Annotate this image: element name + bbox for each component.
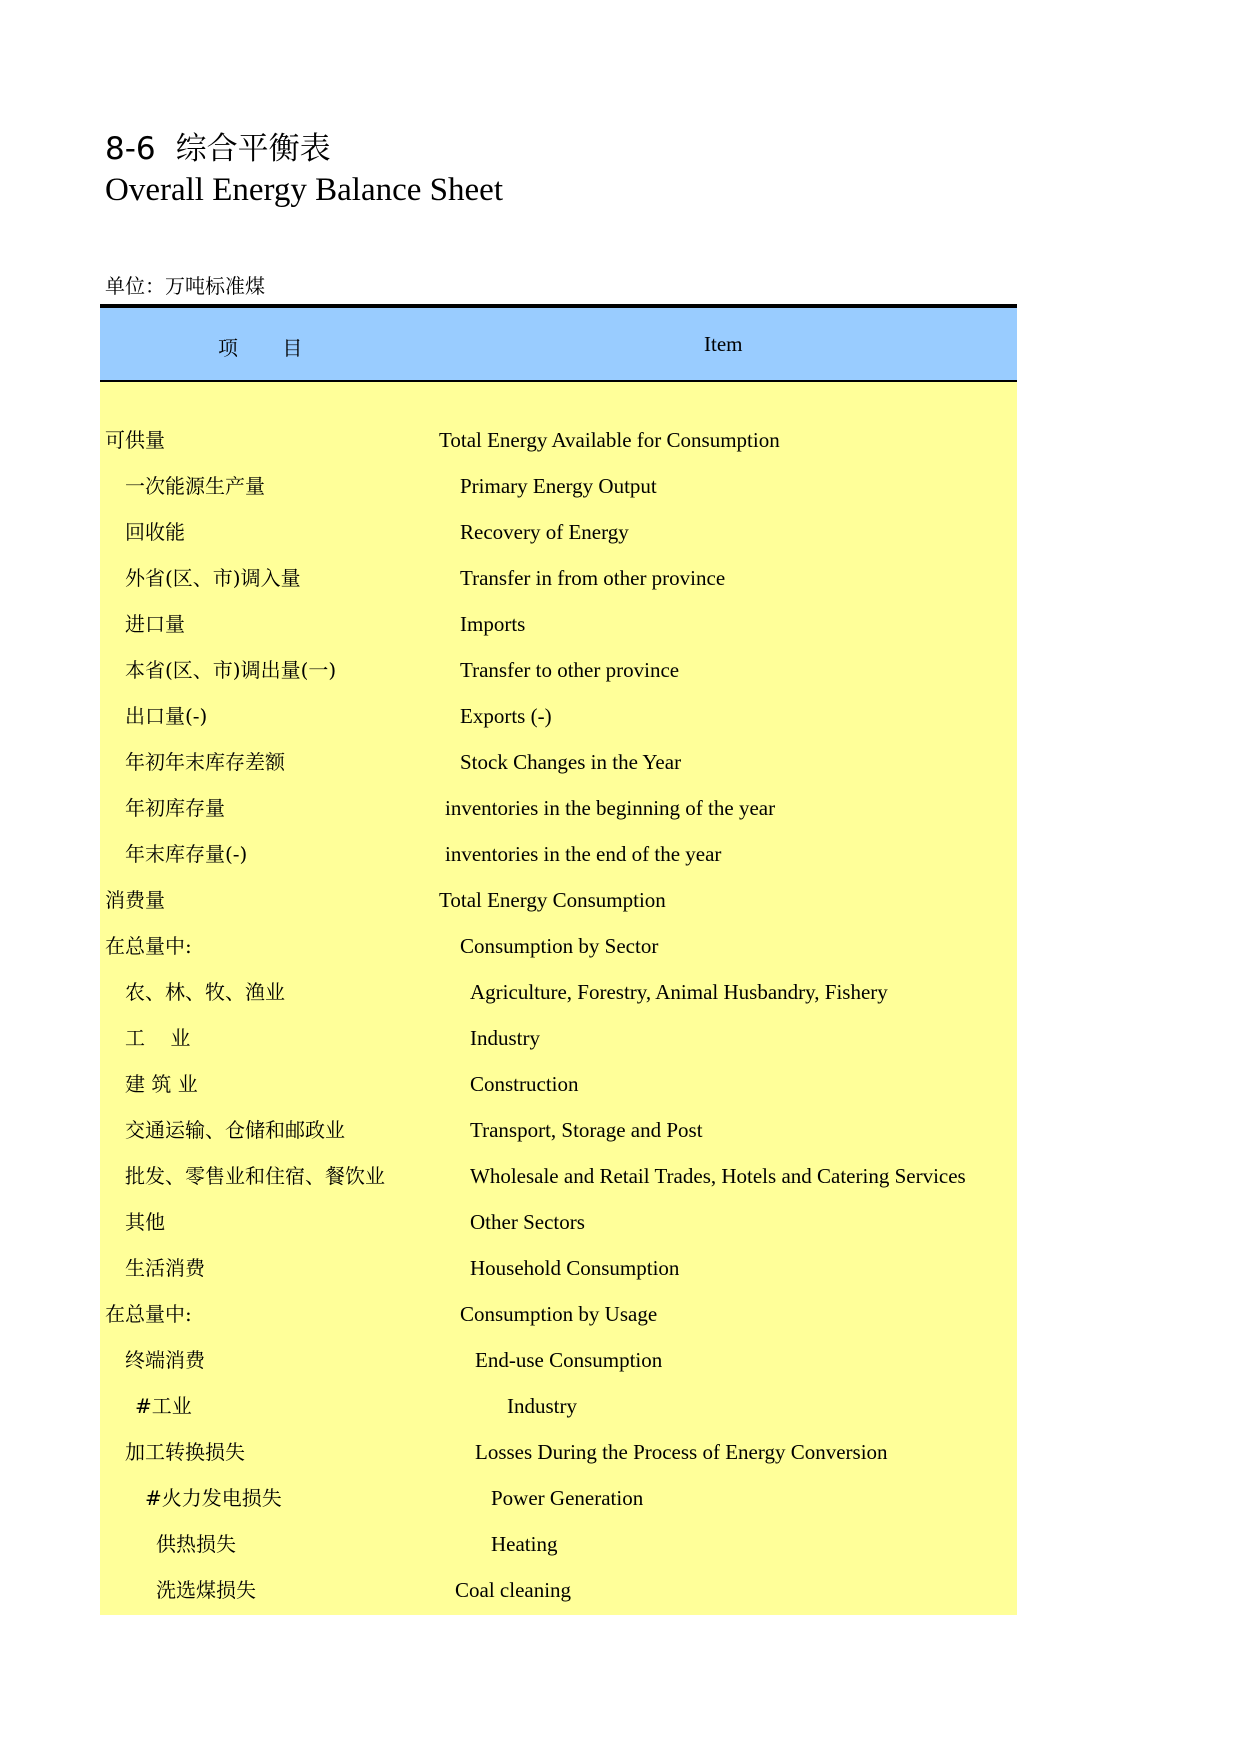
row-label-cn: #火力发电损失 [145,1486,282,1510]
row-label-cn: 一次能源生产量 [125,474,265,498]
row-label-cn: 本省(区、市)调出量(一) [125,658,337,682]
row-label-en: Consumption by Usage [460,1302,658,1326]
row-label-en: Exports (-) [460,704,552,728]
row-label-cn: 消费量 [105,888,165,912]
row-label-cn: 加工转换损失 [125,1440,245,1464]
title-cn-text: 综合平衡表 [175,131,331,167]
row-label-en: Agriculture, Forestry, Animal Husbandry, Fishery [470,980,888,1004]
row-label-en: Losses During the Process of Energy Conversion [475,1440,888,1464]
row-label-en: Wholesale and Retail Trades, Hotels and Catering Services [470,1164,966,1188]
table-row [100,417,1017,463]
row-label-cn: 农、林、牧、渔业 [125,980,285,1004]
table-row [100,1291,1017,1337]
row-label-cn: 洗选煤损失 [156,1578,256,1602]
row-label-cn: 建 筑 业 [125,1072,198,1096]
row-label-cn: #工业 [135,1394,192,1418]
table-row [100,463,1017,509]
table-row [100,693,1017,739]
header-cn: 项 目 [218,336,303,360]
row-label-cn: 批发、零售业和住宿、餐饮业 [125,1164,385,1188]
table-row [100,1383,1017,1429]
row-label-en: Construction [470,1072,579,1096]
table-body [100,382,1017,1615]
table-row [100,601,1017,647]
table-row [100,1429,1017,1475]
table-row [100,1567,1017,1613]
row-label-en: Industry [470,1026,540,1050]
row-label-cn: 交通运输、仓储和邮政业 [125,1118,345,1142]
row-label-cn: 工 业 [125,1026,191,1050]
header-en: Item [704,332,743,356]
unit-label: 单位：万吨标准煤 [105,274,265,298]
table-row [100,785,1017,831]
row-label-en: Recovery of Energy [460,520,629,544]
row-label-cn: 在总量中: [105,1302,192,1326]
row-label-en: Consumption by Sector [460,934,659,958]
row-label-cn: 生活消费 [125,1256,205,1280]
row-label-en: Total Energy Consumption [439,888,666,912]
row-label-cn: 年初库存量 [125,796,225,820]
row-label-cn: 年初年末库存差额 [125,750,285,774]
row-label-en: Transfer to other province [460,658,680,682]
table-row [100,1061,1017,1107]
row-label-en: Total Energy Available for Consumption [439,428,780,452]
row-label-en: Household Consumption [470,1256,680,1280]
table-row [100,831,1017,877]
row-label-en: Transport, Storage and Post [470,1118,703,1142]
table-row [100,969,1017,1015]
row-label-en: End-use Consumption [475,1348,663,1372]
table-row [100,647,1017,693]
table-row [100,1337,1017,1383]
table-row [100,739,1017,785]
row-label-en: inventories in the beginning of the year [445,796,776,820]
row-label-cn: 出口量(-) [125,704,208,728]
row-label-en: Heating [491,1532,558,1556]
table-row [100,1107,1017,1153]
row-label-en: Power Generation [491,1486,644,1510]
row-label-cn: 年末库存量(-) [125,842,248,866]
row-label-cn: 供热损失 [156,1532,236,1556]
table-row [100,923,1017,969]
table-header [100,308,1017,382]
row-label-en: Primary Energy Output [460,474,657,498]
table-number: 8-6 [105,131,156,167]
table-row [100,509,1017,555]
table-row [100,1245,1017,1291]
row-label-cn: 回收能 [125,520,185,544]
row-label-en: Other Sectors [470,1210,585,1234]
table-row [100,877,1017,923]
row-label-en: Coal cleaning [455,1578,572,1602]
table-row [100,1153,1017,1199]
row-label-cn: 外省(区、市)调入量 [125,566,301,590]
row-label-cn: 其他 [125,1210,165,1234]
row-label-cn: 终端消费 [125,1348,205,1372]
balance-table [100,304,1017,1615]
table-row [100,1475,1017,1521]
row-label-en: Stock Changes in the Year [460,750,682,774]
row-label-cn: 进口量 [125,612,185,636]
table-row [100,1521,1017,1567]
table-title-cn [105,123,331,168]
row-label-cn: 在总量中: [105,934,192,958]
row-label-en: Imports [460,612,526,636]
row-label-cn: 可供量 [105,428,165,452]
table-row [100,1199,1017,1245]
table-row [100,1015,1017,1061]
row-label-en: Transfer in from other province [460,566,726,590]
row-label-en: Industry [507,1394,577,1418]
table-row [100,555,1017,601]
row-label-en: inventories in the end of the year [445,842,722,866]
table-title-en: Overall Energy Balance Sheet [105,172,503,208]
